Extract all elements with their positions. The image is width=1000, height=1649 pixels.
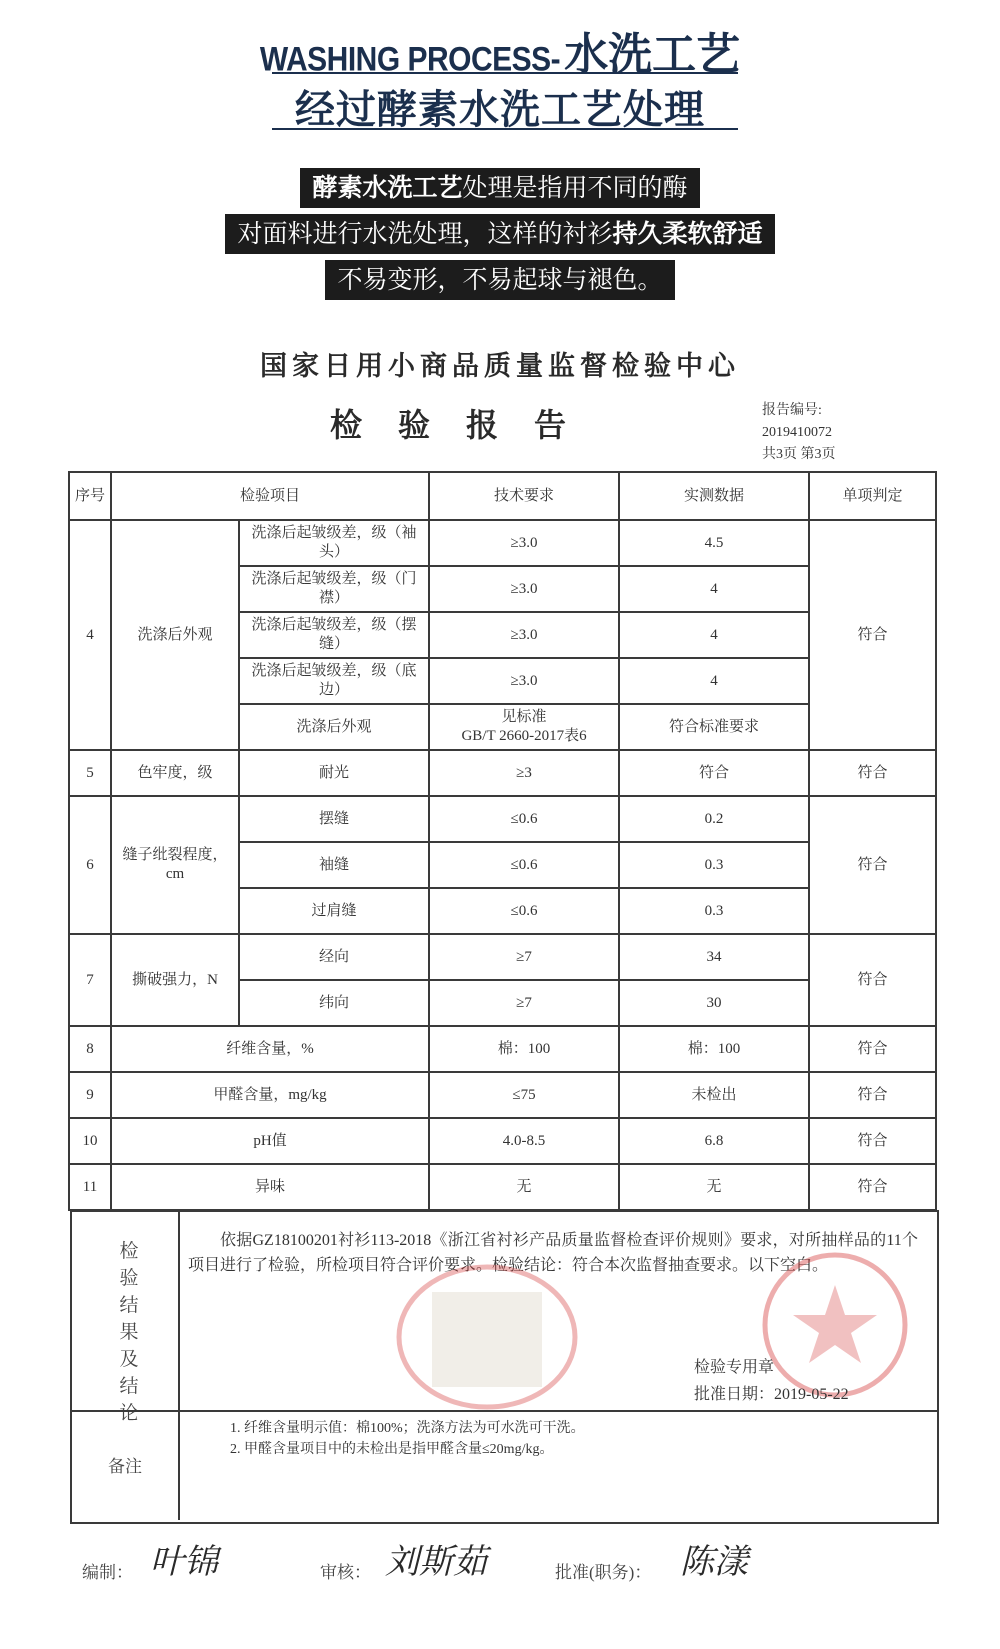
- row-measured: 未检出: [619, 1072, 809, 1118]
- report-pages: 共3页 第3页: [762, 447, 836, 462]
- row-measured: 4: [619, 658, 809, 704]
- table-row: [69, 796, 936, 842]
- row-measured: 6.8: [619, 1118, 809, 1164]
- approve-signature: 陈漾: [680, 1542, 748, 1582]
- row-item: 甲醛含量，mg/kg: [111, 1072, 429, 1118]
- row-requirement: ≥7: [429, 980, 619, 1026]
- row-subitem: 耐光: [239, 750, 429, 796]
- intro-bold-2: 持久柔软舒适: [612, 219, 763, 248]
- table-row: [69, 1072, 936, 1118]
- row-measured: 4: [619, 566, 809, 612]
- table-row: [69, 934, 936, 980]
- col-header-item: 检验项目: [111, 472, 429, 520]
- row-item: 缝子纰裂程度，cm: [111, 796, 239, 934]
- banner-rule-top: [272, 72, 738, 74]
- approval-date-label: 批准日期：: [694, 1386, 775, 1403]
- row-no: 11: [69, 1164, 111, 1210]
- row-subitem: 过肩缝: [239, 888, 429, 934]
- col-header-no: 序号: [69, 472, 111, 520]
- intro-text-3: 不易变形，不易起球与褪色。: [325, 260, 674, 300]
- remark-line-1: 1. 纤维含量明示值：棉100%；洗涤方法为可水洗可干洗。: [230, 1421, 585, 1436]
- row-subitem: 摆缝: [239, 796, 429, 842]
- row-verdict: 符合: [809, 520, 936, 750]
- table-header-row: [69, 472, 936, 520]
- row-no: 4: [69, 520, 111, 750]
- row-item: 洗涤后外观: [111, 520, 239, 750]
- row-no: 8: [69, 1026, 111, 1072]
- inspection-center-name: 国家日用小商品质量监督检验中心: [260, 351, 740, 382]
- requirement-line-1: 见标准: [501, 709, 547, 725]
- report-title: 检验报告: [330, 406, 603, 444]
- row-no: 5: [69, 750, 111, 796]
- row-no: 10: [69, 1118, 111, 1164]
- row-measured: 34: [619, 934, 809, 980]
- row-no: 9: [69, 1072, 111, 1118]
- row-measured: 4: [619, 612, 809, 658]
- conclusion-label: 检 验 结 果 及 结 论: [119, 1241, 139, 1424]
- row-measured: 4.5: [619, 520, 809, 566]
- remark-line-2: 2. 甲醛含量项目中的未检出是指甲醛含量≤20mg/kg。: [230, 1442, 554, 1457]
- row-requirement: ≤0.6: [429, 796, 619, 842]
- row-requirement: ≥3.0: [429, 566, 619, 612]
- intro-bold-1: 酵素水洗工艺: [312, 173, 463, 202]
- compiled-signature: 叶锦: [150, 1542, 218, 1582]
- row-subitem: 洗涤后起皱级差，级（底边）: [239, 658, 429, 704]
- row-verdict: 符合: [809, 1164, 936, 1210]
- row-subitem: 纬向: [239, 980, 429, 1026]
- row-measured: 0.2: [619, 796, 809, 842]
- row-requirement: ≥3.0: [429, 520, 619, 566]
- approval-block: [694, 1354, 849, 1408]
- row-subitem: 洗涤后起皱级差，级（门襟）: [239, 566, 429, 612]
- row-measured: 棉：100: [619, 1026, 809, 1072]
- remarks-divider: [70, 1410, 937, 1412]
- intro-line-3: [0, 260, 1000, 300]
- col-header-requirement: 技术要求: [429, 472, 619, 520]
- row-measured: 0.3: [619, 842, 809, 888]
- row-requirement: ≥3: [429, 750, 619, 796]
- banner-rule-bottom: [272, 128, 738, 130]
- row-item: 纤维含量，%: [111, 1026, 429, 1072]
- banner-title-zh: 水洗工艺: [564, 29, 741, 80]
- approve-label: 批准(职务)：: [555, 1563, 652, 1582]
- table-row: [69, 1118, 936, 1164]
- remarks-text: [230, 1418, 585, 1460]
- report-meta: [762, 400, 836, 466]
- row-requirement: ≥3.0: [429, 612, 619, 658]
- row-verdict: 符合: [809, 796, 936, 934]
- row-measured: 0.3: [619, 888, 809, 934]
- report-number: 2019410072: [762, 425, 832, 440]
- row-requirement: ≥7: [429, 934, 619, 980]
- seal-label: 检验专用章: [694, 1359, 775, 1376]
- row-item: 撕破强力，N: [111, 934, 239, 1026]
- row-requirement: ≤75: [429, 1072, 619, 1118]
- requirement-line-2: GB/T 2660-2017表6: [461, 728, 587, 744]
- row-requirement: 棉：100: [429, 1026, 619, 1072]
- approval-date: 2019-05-22: [774, 1386, 849, 1403]
- row-subitem: 经向: [239, 934, 429, 980]
- table-row: [69, 750, 936, 796]
- intro-text-1: 处理是指用不同的酶: [462, 173, 688, 202]
- banner-subtitle: 经过酵素水洗工艺处理: [295, 87, 705, 133]
- intro-text-2: 对面料进行水洗处理，这样的衬衫: [237, 219, 613, 248]
- row-measured: 无: [619, 1164, 809, 1210]
- compiled-label: 编制：: [82, 1563, 133, 1582]
- row-requirement: ≤0.6: [429, 888, 619, 934]
- row-requirement: [429, 704, 619, 750]
- remarks-label: 备注: [108, 1457, 142, 1476]
- inspection-table: [68, 471, 937, 1211]
- row-item: 色牢度，级: [111, 750, 239, 796]
- row-item: pH值: [111, 1118, 429, 1164]
- row-verdict: 符合: [809, 750, 936, 796]
- row-measured: 符合标准要求: [619, 704, 809, 750]
- row-subitem: 洗涤后起皱级差，级（袖头）: [239, 520, 429, 566]
- row-requirement: 无: [429, 1164, 619, 1210]
- row-verdict: 符合: [809, 1026, 936, 1072]
- review-label: 审核：: [320, 1563, 371, 1582]
- table-row: [69, 1164, 936, 1210]
- row-verdict: 符合: [809, 934, 936, 1026]
- row-measured: 30: [619, 980, 809, 1026]
- row-subitem: 袖缝: [239, 842, 429, 888]
- row-requirement: ≤0.6: [429, 842, 619, 888]
- intro-line-2: [0, 214, 1000, 254]
- col-header-measured: 实测数据: [619, 472, 809, 520]
- row-subitem: 洗涤后外观: [239, 704, 429, 750]
- banner-title-en: WASHING PROCESS-: [259, 40, 561, 79]
- row-measured: 符合: [619, 750, 809, 796]
- table-row: [69, 1026, 936, 1072]
- row-verdict: 符合: [809, 1118, 936, 1164]
- col-header-verdict: 单项判定: [809, 472, 936, 520]
- inspection-seal-stamp: [392, 1262, 582, 1412]
- report-number-label: 报告编号:: [762, 403, 822, 418]
- row-subitem: 洗涤后起皱级差，级（摆缝）: [239, 612, 429, 658]
- conclusion-text: 依据GZ18100201衬衫113-2018《浙江省衬衫产品质量监督检查评价规则》要求，对所抽样品的11个项目进行了检验，所检项目符合评价要求。检验结论：符合本次监督抽查要求。以下空白。: [188, 1232, 918, 1274]
- row-no: 7: [69, 934, 111, 1026]
- row-no: 6: [69, 796, 111, 934]
- row-requirement: ≥3.0: [429, 658, 619, 704]
- row-verdict: 符合: [809, 1072, 936, 1118]
- row-item: 异味: [111, 1164, 429, 1210]
- row-requirement: 4.0-8.5: [429, 1118, 619, 1164]
- table-row: [69, 520, 936, 566]
- review-signature: 刘斯茹: [385, 1542, 487, 1582]
- intro-line-1: [0, 168, 1000, 208]
